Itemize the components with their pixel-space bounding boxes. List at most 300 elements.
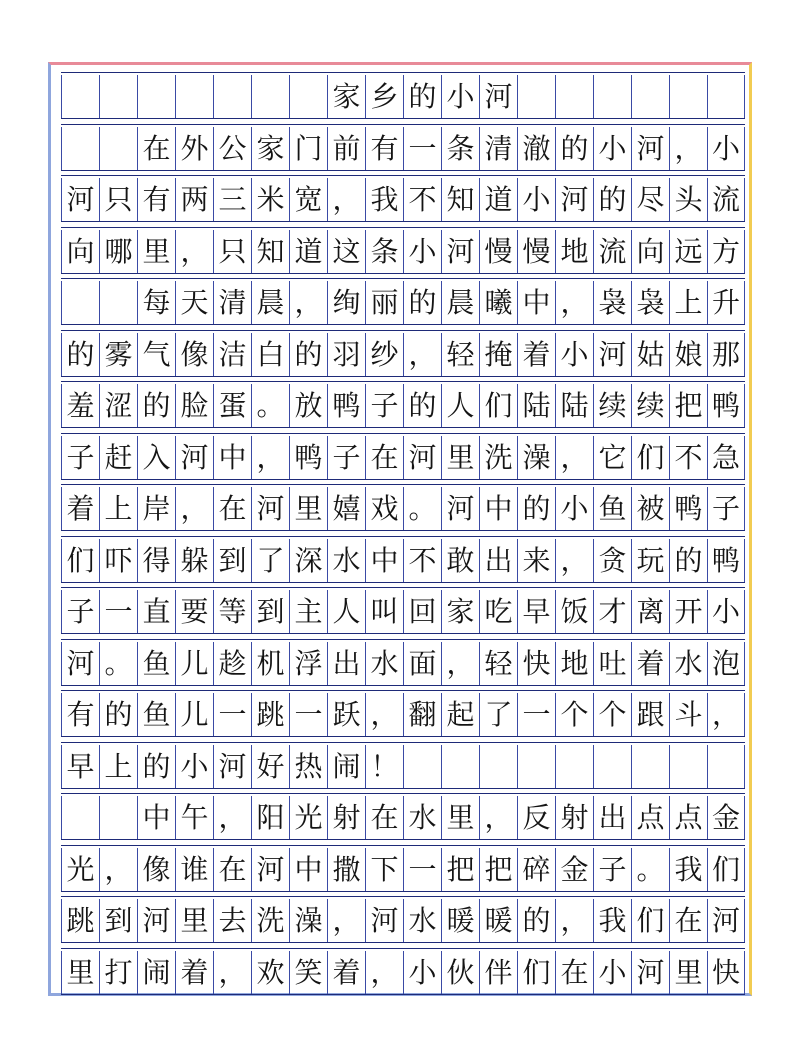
grid-cell: 吓 <box>99 539 137 583</box>
grid-cell: 像 <box>137 848 175 892</box>
grid-cell: 中 <box>517 281 555 325</box>
grid-cell: 白 <box>251 333 289 377</box>
grid-cell: ， <box>365 693 403 737</box>
grid-cell: 里 <box>137 230 175 274</box>
grid-cell: 哪 <box>99 230 137 274</box>
grid-cell: 到 <box>251 590 289 634</box>
grid-cell: 下 <box>365 848 403 892</box>
grid-cell: 慢 <box>517 230 555 274</box>
grid-cell: 一 <box>403 848 441 892</box>
text-row <box>61 333 745 377</box>
grid-cell: 离 <box>631 590 669 634</box>
grid-cell: 水 <box>669 642 707 686</box>
grid-cell: 子 <box>593 848 631 892</box>
grid-cell: 要 <box>175 590 213 634</box>
grid-cell: 洁 <box>213 333 251 377</box>
grid-cell: 们 <box>479 384 517 428</box>
grid-cell: 河 <box>479 75 517 119</box>
grid-cell <box>707 745 745 789</box>
grid-cell: 着 <box>631 642 669 686</box>
grid-cell: 它 <box>593 436 631 480</box>
grid-cell: 。 <box>403 487 441 531</box>
grid-cell: ， <box>555 539 593 583</box>
grid-cell: 泡 <box>707 642 745 686</box>
grid-cell: 得 <box>137 539 175 583</box>
grid-cell <box>593 75 631 119</box>
grid-cell <box>403 745 441 789</box>
grid-cell: 那 <box>707 333 745 377</box>
grid-cell: 鸭 <box>707 384 745 428</box>
grid-cell: 晨 <box>251 281 289 325</box>
grid-cell: 晨 <box>441 281 479 325</box>
grid-cell <box>175 75 213 119</box>
grid-cell: 来 <box>517 539 555 583</box>
grid-cell: 。 <box>251 384 289 428</box>
grid-cell: 被 <box>631 487 669 531</box>
grid-cell: ， <box>555 281 593 325</box>
grid-cell: 在 <box>555 951 593 995</box>
grid-cell: 在 <box>137 127 175 171</box>
grid-cell: 的 <box>403 75 441 119</box>
grid-cell: 两 <box>175 178 213 222</box>
grid-cell: 我 <box>365 178 403 222</box>
text-row <box>61 848 745 892</box>
grid-cell: 把 <box>669 384 707 428</box>
grid-cell: 个 <box>555 693 593 737</box>
grid-cell: 欢 <box>251 951 289 995</box>
grid-cell <box>289 75 327 119</box>
grid-cell: 小 <box>593 951 631 995</box>
grid-cell: 躲 <box>175 539 213 583</box>
grid-cell <box>669 75 707 119</box>
grid-cell: 个 <box>593 693 631 737</box>
grid-cell: 在 <box>365 796 403 840</box>
grid-cell: 暖 <box>479 899 517 943</box>
grid-cell: 河 <box>593 333 631 377</box>
grid-cell: 反 <box>517 796 555 840</box>
grid-cell: 地 <box>555 642 593 686</box>
grid-cell: 我 <box>669 848 707 892</box>
grid-cell: 小 <box>403 951 441 995</box>
grid-cell: 射 <box>327 796 365 840</box>
grid-cell: 的 <box>403 384 441 428</box>
grid-cell: 澈 <box>517 127 555 171</box>
grid-cell: 中 <box>289 848 327 892</box>
grid-cell: 清 <box>213 281 251 325</box>
text-row <box>61 487 745 531</box>
grid-cell: 小 <box>517 178 555 222</box>
grid-cell: ！ <box>365 745 403 789</box>
grid-cell: 续 <box>631 384 669 428</box>
grid-cell: 子 <box>327 436 365 480</box>
grid-cell: 洗 <box>251 899 289 943</box>
grid-cell <box>669 745 707 789</box>
grid-cell: 尽 <box>631 178 669 222</box>
grid-cell: 入 <box>137 436 175 480</box>
grid-cell: 河 <box>61 642 99 686</box>
grid-cell: 向 <box>61 230 99 274</box>
grid-cell: 在 <box>669 899 707 943</box>
grid-cell: ， <box>327 178 365 222</box>
grid-cell: 头 <box>669 178 707 222</box>
grid-cell: 着 <box>517 333 555 377</box>
grid-cell: 中 <box>137 796 175 840</box>
grid-cell: 的 <box>289 333 327 377</box>
grid-cell: 好 <box>251 745 289 789</box>
grid-cell: 娘 <box>669 333 707 377</box>
grid-cell: 小 <box>707 590 745 634</box>
grid-cell <box>555 745 593 789</box>
grid-cell: 小 <box>175 745 213 789</box>
grid-cell: 出 <box>327 642 365 686</box>
grid-cell: 河 <box>365 899 403 943</box>
grid-cell: 主 <box>289 590 327 634</box>
grid-cell: 鸭 <box>707 539 745 583</box>
grid-cell: 曦 <box>479 281 517 325</box>
grid-cell: ， <box>213 951 251 995</box>
grid-cell: 中 <box>213 436 251 480</box>
text-row <box>61 281 745 325</box>
grid-cell: 清 <box>479 127 517 171</box>
grid-cell: 的 <box>517 899 555 943</box>
grid-cell: 子 <box>61 436 99 480</box>
grid-cell: 我 <box>593 899 631 943</box>
grid-cell <box>61 127 99 171</box>
grid-cell: 跃 <box>327 693 365 737</box>
grid-cell: 道 <box>479 178 517 222</box>
title-row <box>61 75 745 119</box>
grid-cell: 中 <box>479 487 517 531</box>
grid-cell: 射 <box>555 796 593 840</box>
grid-cell: 河 <box>251 487 289 531</box>
grid-cell <box>61 796 99 840</box>
text-row <box>61 951 745 995</box>
grid-cell: ， <box>99 848 137 892</box>
grid-cell: 们 <box>707 848 745 892</box>
grid-cell: 们 <box>631 899 669 943</box>
grid-cell: 河 <box>403 436 441 480</box>
grid-cell: 掩 <box>479 333 517 377</box>
grid-cell: 打 <box>99 951 137 995</box>
grid-cell: 每 <box>137 281 175 325</box>
grid-cell: 儿 <box>175 642 213 686</box>
grid-cell: 脸 <box>175 384 213 428</box>
grid-cell: 伴 <box>479 951 517 995</box>
grid-cell: 远 <box>669 230 707 274</box>
grid-cell: 。 <box>631 848 669 892</box>
grid-cell: 一 <box>289 693 327 737</box>
grid-cell: 的 <box>61 333 99 377</box>
text-row <box>61 590 745 634</box>
grid-cell: 叫 <box>365 590 403 634</box>
grid-cell: 鱼 <box>137 693 175 737</box>
grid-cell: 羽 <box>327 333 365 377</box>
grid-cell: 急 <box>707 436 745 480</box>
grid-cell: 小 <box>593 127 631 171</box>
grid-cell: 绚 <box>327 281 365 325</box>
grid-cell <box>99 281 137 325</box>
grid-cell: 河 <box>251 848 289 892</box>
grid-cell <box>517 745 555 789</box>
grid-cell: 有 <box>61 693 99 737</box>
grid-cell: 碎 <box>517 848 555 892</box>
grid-cell: 河 <box>631 127 669 171</box>
grid-cell: ， <box>365 951 403 995</box>
grid-cell: 条 <box>365 230 403 274</box>
grid-cell: 鱼 <box>137 642 175 686</box>
grid-cell: 鸭 <box>289 436 327 480</box>
grid-cell: 小 <box>441 75 479 119</box>
grid-cell: 天 <box>175 281 213 325</box>
grid-cell: 涩 <box>99 384 137 428</box>
grid-cell: 的 <box>137 745 175 789</box>
grid-cell: 陆 <box>555 384 593 428</box>
grid-cell: 像 <box>175 333 213 377</box>
grid-cell: ， <box>403 333 441 377</box>
grid-cell: 暖 <box>441 899 479 943</box>
grid-cell <box>213 75 251 119</box>
grid-cell: 小 <box>707 127 745 171</box>
grid-cell: 陆 <box>517 384 555 428</box>
text-row <box>61 796 745 840</box>
grid-cell: 河 <box>441 230 479 274</box>
grid-cell: ， <box>479 796 517 840</box>
grid-cell: 升 <box>707 281 745 325</box>
grid-cell: 热 <box>289 745 327 789</box>
grid-cell: 笑 <box>289 951 327 995</box>
grid-cell: 河 <box>175 436 213 480</box>
grid-cell <box>441 745 479 789</box>
grid-cell: 水 <box>365 642 403 686</box>
grid-cell: 里 <box>175 899 213 943</box>
grid-cell: 米 <box>251 178 289 222</box>
grid-cell <box>631 745 669 789</box>
grid-cell: 雾 <box>99 333 137 377</box>
grid-cell: 袅 <box>593 281 631 325</box>
grid-cell: ， <box>327 899 365 943</box>
grid-cell: 直 <box>137 590 175 634</box>
text-row <box>61 539 745 583</box>
grid-cell: 谁 <box>175 848 213 892</box>
grid-cell: 把 <box>479 848 517 892</box>
grid-cell <box>99 75 137 119</box>
grid-cell: 跳 <box>251 693 289 737</box>
grid-cell <box>593 745 631 789</box>
text-row <box>61 384 745 428</box>
grid-cell: 门 <box>289 127 327 171</box>
grid-cell: 在 <box>213 487 251 531</box>
grid-cell: 水 <box>403 796 441 840</box>
grid-cell: 金 <box>555 848 593 892</box>
composition-paper <box>48 62 752 996</box>
grid-cell: 浮 <box>289 642 327 686</box>
grid-cell: 闹 <box>327 745 365 789</box>
grid-cell: 岸 <box>137 487 175 531</box>
grid-cell: 金 <box>707 796 745 840</box>
grid-cell: 出 <box>593 796 631 840</box>
grid-cell: 河 <box>707 899 745 943</box>
grid-cell: 敢 <box>441 539 479 583</box>
grid-cell: 趁 <box>213 642 251 686</box>
grid-cell: 前 <box>327 127 365 171</box>
grid-cell: 道 <box>289 230 327 274</box>
grid-cell: 饭 <box>555 590 593 634</box>
grid-cell: 只 <box>213 230 251 274</box>
grid-cell: 点 <box>631 796 669 840</box>
grid-cell: 吐 <box>593 642 631 686</box>
grid-cell: ， <box>669 127 707 171</box>
grid-cell: 河 <box>137 899 175 943</box>
grid-cell <box>61 75 99 119</box>
grid-cell: 开 <box>669 590 707 634</box>
grid-cell: 跟 <box>631 693 669 737</box>
grid-cell: 水 <box>403 899 441 943</box>
grid-cell: 乡 <box>365 75 403 119</box>
grid-cell: 面 <box>403 642 441 686</box>
grid-cell: 点 <box>669 796 707 840</box>
grid-cell: 着 <box>61 487 99 531</box>
grid-cell: 到 <box>99 899 137 943</box>
text-row <box>61 436 745 480</box>
grid-cell: 家 <box>251 127 289 171</box>
grid-cell <box>555 75 593 119</box>
grid-cell: 知 <box>251 230 289 274</box>
text-row <box>61 899 745 943</box>
grid-cell: ， <box>289 281 327 325</box>
grid-cell: 贪 <box>593 539 631 583</box>
grid-cell: 子 <box>365 384 403 428</box>
grid-cell: 羞 <box>61 384 99 428</box>
grid-cell: 方 <box>707 230 745 274</box>
grid-cell: 光 <box>61 848 99 892</box>
text-row <box>61 745 745 789</box>
grid-cell: ， <box>175 230 213 274</box>
grid-cell: 子 <box>707 487 745 531</box>
grid-cell: 洗 <box>479 436 517 480</box>
grid-cell: 戏 <box>365 487 403 531</box>
grid-cell: 在 <box>213 848 251 892</box>
grid-cell: 里 <box>669 951 707 995</box>
grid-cell: 里 <box>441 796 479 840</box>
grid-cell: 流 <box>593 230 631 274</box>
grid-cell <box>137 75 175 119</box>
grid-cell: 气 <box>137 333 175 377</box>
grid-cell: 续 <box>593 384 631 428</box>
grid-cell: 起 <box>441 693 479 737</box>
grid-cell: 有 <box>365 127 403 171</box>
grid-cell: 一 <box>99 590 137 634</box>
grid-cell: ， <box>707 693 745 737</box>
grid-cell: 子 <box>61 590 99 634</box>
grid-cell: 人 <box>327 590 365 634</box>
grid-cell: 斗 <box>669 693 707 737</box>
grid-cell: 去 <box>213 899 251 943</box>
grid-cell: 纱 <box>365 333 403 377</box>
grid-cell: 放 <box>289 384 327 428</box>
grid-cell <box>707 75 745 119</box>
grid-cell: 小 <box>555 333 593 377</box>
grid-cell: 鸭 <box>669 487 707 531</box>
grid-cell: 不 <box>403 178 441 222</box>
grid-cell: 只 <box>99 178 137 222</box>
grid-cell: 水 <box>327 539 365 583</box>
grid-cell: 。 <box>99 642 137 686</box>
grid-cell: 三 <box>213 178 251 222</box>
grid-cell: 蛋 <box>213 384 251 428</box>
grid-cell <box>99 127 137 171</box>
grid-cell: 澡 <box>289 899 327 943</box>
grid-cell: 深 <box>289 539 327 583</box>
text-row <box>61 127 745 171</box>
grid-cell: ， <box>555 436 593 480</box>
grid-cell: 的 <box>593 178 631 222</box>
grid-cell: 的 <box>555 127 593 171</box>
grid-cell: 着 <box>327 951 365 995</box>
grid-cell: 有 <box>137 178 175 222</box>
grid-cell: 闹 <box>137 951 175 995</box>
grid-cell: 河 <box>555 178 593 222</box>
grid-cell: 光 <box>289 796 327 840</box>
grid-cell: 午 <box>175 796 213 840</box>
grid-cell: 上 <box>99 487 137 531</box>
grid-cell: ， <box>441 642 479 686</box>
text-row <box>61 230 745 274</box>
grid-cell: 一 <box>517 693 555 737</box>
grid-cell: ， <box>175 487 213 531</box>
grid-cell: 撒 <box>327 848 365 892</box>
grid-cell: 吃 <box>479 590 517 634</box>
grid-cell: 的 <box>99 693 137 737</box>
grid-cell: 伙 <box>441 951 479 995</box>
grid-cell: 向 <box>631 230 669 274</box>
grid-cell: 把 <box>441 848 479 892</box>
grid-cell: 这 <box>327 230 365 274</box>
grid-cell: 小 <box>555 487 593 531</box>
grid-cell: 地 <box>555 230 593 274</box>
grid-cell: 的 <box>137 384 175 428</box>
grid-cell: 上 <box>99 745 137 789</box>
grid-cell: 了 <box>479 693 517 737</box>
grid-cell: ， <box>213 796 251 840</box>
grid-cell: 里 <box>61 951 99 995</box>
grid-cell: 了 <box>251 539 289 583</box>
grid-cell: 在 <box>365 436 403 480</box>
grid-cell: ， <box>251 436 289 480</box>
grid-cell: 机 <box>251 642 289 686</box>
grid-cell <box>479 745 517 789</box>
grid-cell: 翻 <box>403 693 441 737</box>
grid-cell: 宽 <box>289 178 327 222</box>
grid-cell: 的 <box>403 281 441 325</box>
grid-cell: 才 <box>593 590 631 634</box>
grid-cell: ， <box>555 899 593 943</box>
grid-cell: 不 <box>669 436 707 480</box>
grid-cell: 知 <box>441 178 479 222</box>
grid-cell: 轻 <box>441 333 479 377</box>
grid-cell: 鸭 <box>327 384 365 428</box>
grid-cell: 姑 <box>631 333 669 377</box>
grid-cell: 外 <box>175 127 213 171</box>
grid-cell <box>251 75 289 119</box>
grid-cell: 不 <box>403 539 441 583</box>
grid-cell: 上 <box>669 281 707 325</box>
grid-cell: 河 <box>213 745 251 789</box>
grid-cell: 小 <box>403 230 441 274</box>
grid-cell: 们 <box>631 436 669 480</box>
grid-cell: 们 <box>61 539 99 583</box>
grid-cell: 等 <box>213 590 251 634</box>
grid-cell: 的 <box>669 539 707 583</box>
